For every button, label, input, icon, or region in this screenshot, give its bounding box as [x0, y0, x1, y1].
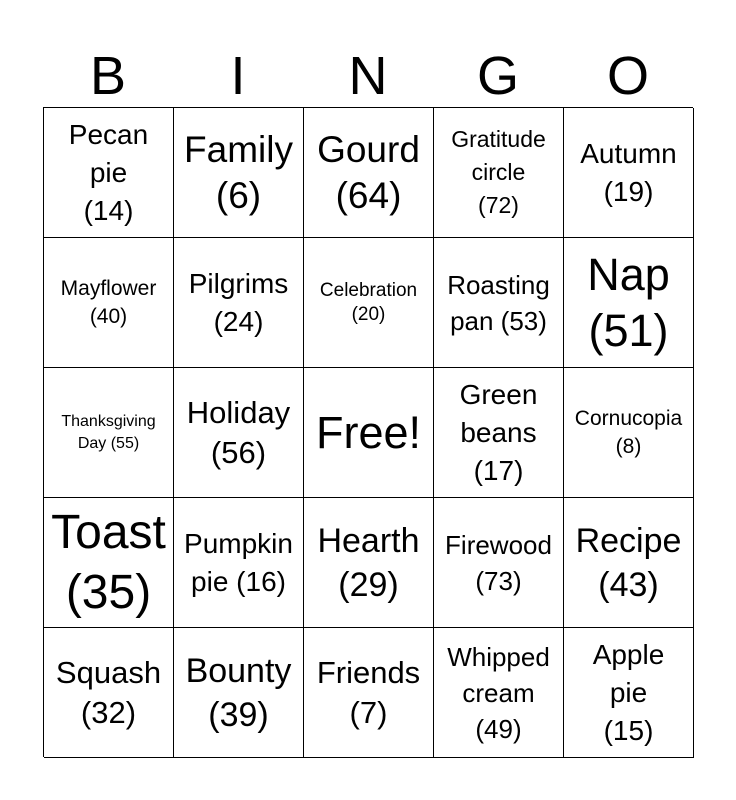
bingo-cell[interactable]	[564, 238, 694, 368]
bingo-board	[43, 107, 693, 757]
bingo-cell[interactable]	[304, 238, 434, 368]
bingo-cell[interactable]	[564, 368, 694, 498]
cell-text: Thanksgiving Day (55)	[61, 412, 156, 452]
bingo-cell[interactable]	[44, 108, 174, 238]
bingo-cell[interactable]	[564, 498, 694, 628]
bingo-cell[interactable]	[434, 108, 564, 238]
bingo-cell[interactable]	[434, 628, 564, 758]
bingo-cell[interactable]	[304, 498, 434, 628]
header-letter-g: G	[476, 46, 519, 106]
free-space-text: Free!	[315, 406, 422, 458]
header-letter-i: I	[230, 46, 246, 106]
free-space[interactable]	[304, 368, 434, 498]
cell-text: Toast (35)	[51, 505, 166, 619]
cell-text: Mayflower (40)	[60, 276, 157, 328]
cell-text: Gratitude circle (72)	[451, 126, 546, 218]
bingo-cell[interactable]	[304, 628, 434, 758]
bingo-cell[interactable]	[434, 238, 564, 368]
header-letter-o: O	[606, 46, 649, 106]
cell-text: Friends (7)	[316, 654, 421, 730]
bingo-cell[interactable]	[564, 108, 694, 238]
cell-text: Bounty (39)	[185, 651, 292, 734]
bingo-cell[interactable]	[174, 238, 304, 368]
bingo-cell[interactable]	[174, 368, 304, 498]
cell-text: Autumn (19)	[580, 137, 677, 207]
bingo-cell[interactable]	[44, 368, 174, 498]
bingo-cell[interactable]	[174, 498, 304, 628]
cell-text: Celebration (20)	[319, 279, 418, 325]
cell-text: Holiday (56)	[186, 394, 291, 470]
header-letter-n: N	[348, 46, 388, 106]
bingo-cell[interactable]	[304, 108, 434, 238]
header-letter-b: B	[89, 46, 127, 106]
cell-text: Green beans (17)	[459, 378, 538, 486]
cell-text: Gourd (64)	[317, 128, 420, 216]
cell-text: Family (6)	[184, 128, 293, 216]
bingo-cell[interactable]	[564, 628, 694, 758]
cell-text: Firewood (73)	[445, 529, 552, 596]
bingo-cell[interactable]	[174, 628, 304, 758]
bingo-cell[interactable]	[434, 368, 564, 498]
cell-text: Whipped cream (49)	[447, 641, 550, 744]
bingo-cell[interactable]	[44, 498, 174, 628]
cell-text: Squash (32)	[55, 654, 162, 730]
cell-text: Pilgrims (24)	[188, 267, 289, 337]
cell-text: Pumpkin pie (16)	[184, 527, 293, 597]
cell-text: Apple pie (15)	[592, 638, 665, 746]
cell-text: Hearth (29)	[317, 521, 420, 604]
bingo-header	[43, 44, 693, 108]
bingo-cell[interactable]	[434, 498, 564, 628]
cell-text: Roasting pan (53)	[447, 269, 550, 336]
cell-text: Recipe (43)	[575, 521, 682, 604]
bingo-cell[interactable]	[44, 628, 174, 758]
bingo-cell[interactable]	[174, 108, 304, 238]
bingo-cell[interactable]	[44, 238, 174, 368]
cell-text: Cornucopia (8)	[574, 406, 683, 458]
cell-text: Nap (51)	[587, 248, 670, 356]
cell-text: Pecan pie (14)	[68, 118, 149, 226]
